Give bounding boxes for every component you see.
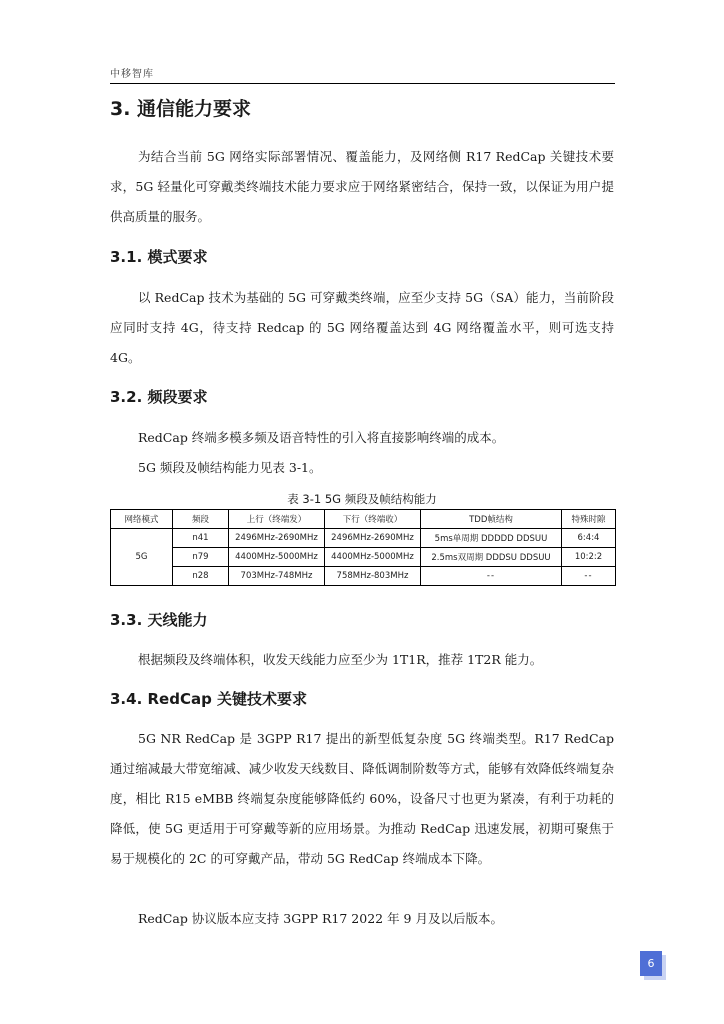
table-header-cell: 频段 <box>173 510 229 529</box>
table-header-cell: 上行（终端发） <box>229 510 325 529</box>
section-3-2-title: 3.2. 频段要求 <box>110 388 208 406</box>
section-3-4-paragraph-1: 5G NR RedCap 是 3GPP R17 提出的新型低复杂度 5G 终端类型。R17 RedCap 通过缩减最大带宽缩减、减少收发天线数目、降低调制阶数等方式，能够有效降低终端复杂度，相比 R15 eMBB 终端复杂度能够降低约 60%，设备尺寸也更为紧凑，有利于功耗的降低，使 5G 更适用于可穿戴等新的应用场景。为推动 RedCap 迅速发展，初期可聚焦于易于规模化的 2C 的可穿戴产品，带动 5G RedCap 终端成本下降。 <box>110 731 614 866</box>
table-cell: 4400MHz-5000MHz <box>325 548 421 567</box>
table-mode-cell: 5G <box>111 529 173 586</box>
table-header-cell: 下行（终端收） <box>325 510 421 529</box>
table-cell: n41 <box>173 529 229 548</box>
table-cell: 2496MHz-2690MHz <box>325 529 421 548</box>
header-divider <box>110 83 615 84</box>
table-cell: n79 <box>173 548 229 567</box>
table-cell: n28 <box>173 567 229 586</box>
table-caption: 表 3-1 5G 频段及帧结构能力 <box>287 492 437 506</box>
section-3-title: 3. 通信能力要求 <box>110 98 252 120</box>
table-cell: 5ms单周期 DDDDD DDSUU <box>421 529 562 548</box>
section-3-4-paragraph-2: RedCap 协议版本应支持 3GPP R17 2022 年 9 月及以后版本。 <box>138 911 503 926</box>
table-cell: 6:4:4 <box>562 529 616 548</box>
table-row <box>111 529 616 548</box>
section-3-2-paragraph-1: RedCap 终端多模多频及语音特性的引入将直接影响终端的成本。 <box>138 430 505 445</box>
header-org-label: 中移智库 <box>110 69 154 80</box>
table-header-cell: TDD帧结构 <box>421 510 562 529</box>
section-3-1-title: 3.1. 模式要求 <box>110 248 208 266</box>
table-cell: 758MHz-803MHz <box>325 567 421 586</box>
table-cell: 2.5ms双周期 DDDSU DDSUU <box>421 548 562 567</box>
table-cell: -- <box>562 567 616 586</box>
section-3-3-title: 3.3. 天线能力 <box>110 611 208 629</box>
section-3-3-paragraph: 根据频段及终端体积，收发天线能力应至少为 1T1R，推荐 1T2R 能力。 <box>138 652 543 667</box>
section-3-2-paragraph-2: 5G 频段及帧结构能力见表 3-1。 <box>138 460 322 475</box>
page-number-badge: 6 <box>640 951 662 976</box>
table-header-cell: 网络模式 <box>111 510 173 529</box>
section-3-4-title: 3.4. RedCap 关键技术要求 <box>110 690 308 708</box>
table-cell: 10:2:2 <box>562 548 616 567</box>
table-row <box>111 567 616 586</box>
table-row <box>111 548 616 567</box>
band-frame-table <box>110 509 616 586</box>
section-3-paragraph: 为结合当前 5G 网络实际部署情况、覆盖能力，及网络侧 R17 RedCap 关键技术要求，5G 轻量化可穿戴类终端技术能力要求应于网络紧密结合，保持一致，以保证为用户提供高质量的服务。 <box>110 149 614 224</box>
table-header-cell: 特殊时隙 <box>562 510 616 529</box>
table-cell: 2496MHz-2690MHz <box>229 529 325 548</box>
table-cell: -- <box>421 567 562 586</box>
section-3-1-paragraph: 以 RedCap 技术为基础的 5G 可穿戴类终端，应至少支持 5G（SA）能力，当前阶段应同时支持 4G，待支持 Redcap 的 5G 网络覆盖达到 4G 网络覆盖水平，则可选支持 4G。 <box>110 290 614 365</box>
table-cell: 703MHz-748MHz <box>229 567 325 586</box>
table-header-row <box>111 510 616 529</box>
table-cell: 4400MHz-5000MHz <box>229 548 325 567</box>
